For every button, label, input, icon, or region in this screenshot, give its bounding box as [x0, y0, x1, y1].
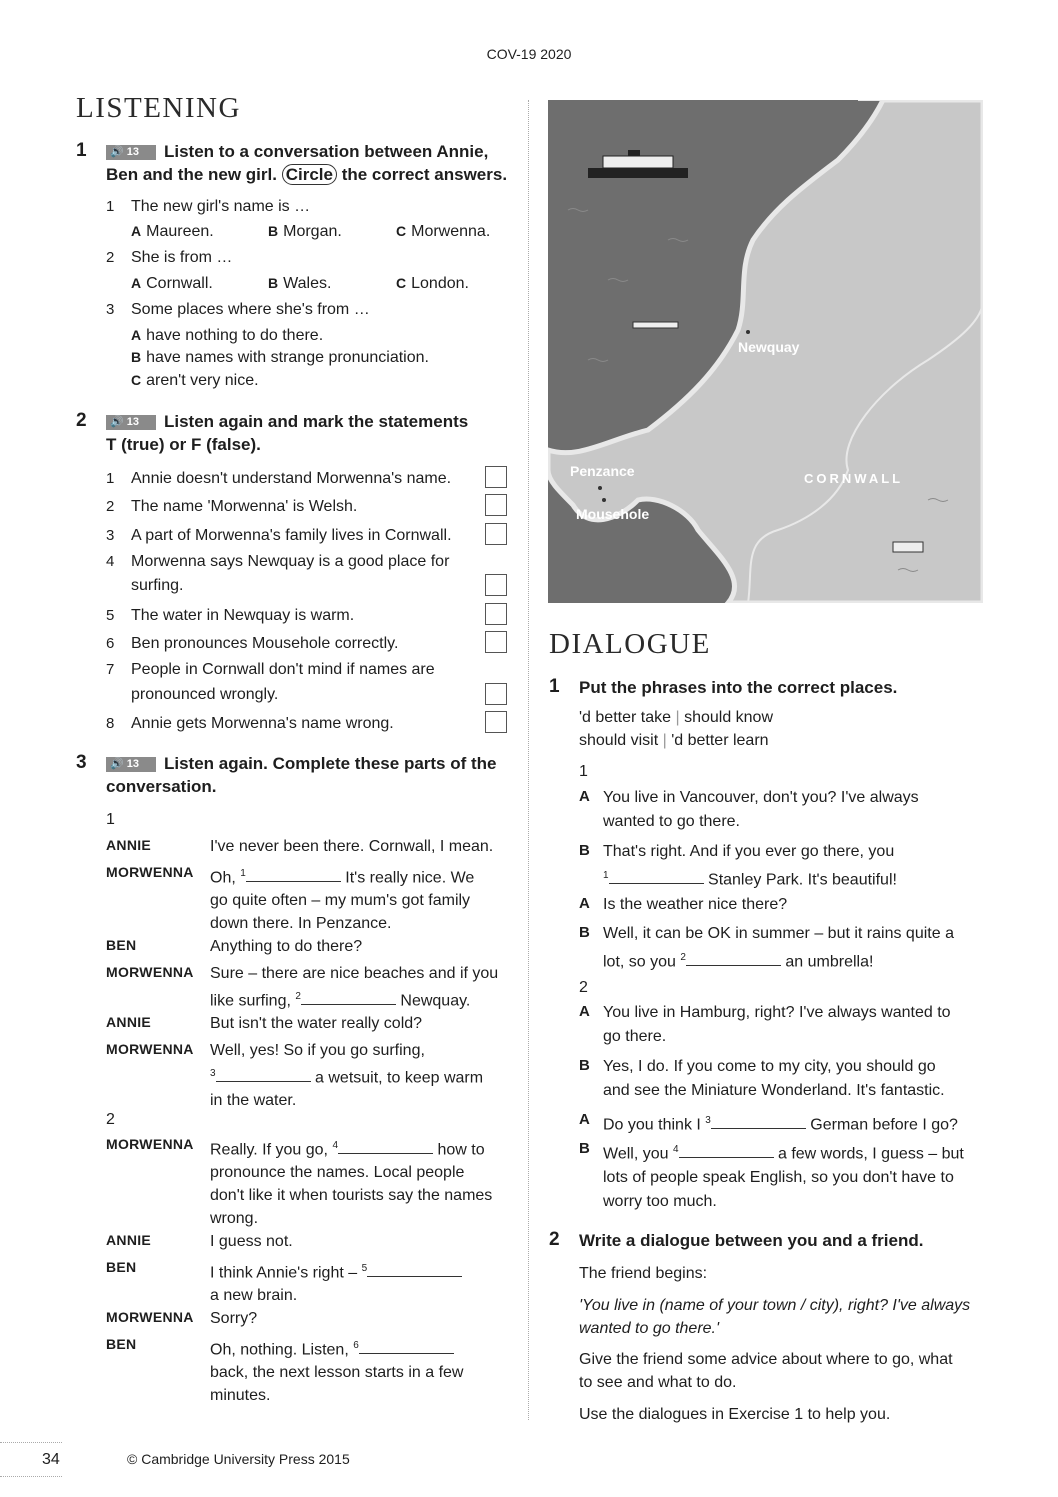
exercise-number: 2 — [76, 410, 87, 431]
option[interactable]: A Maureen. — [131, 223, 214, 240]
conversation: 1 ANNIE I've never been there. Cornwall, I mean. MORWENNA Oh, $^1$ It's really nice. We go quite often – my mum's got family down there. In Penzance. BEN Anything to do there? MORWENNA Sure – there are nice beaches and if you like surfing, $^2$ Newquay. ANNIE But isn't the water really cold? MORWENNA Well, yes! So if you go surfing, $^3$ a wetsuit, to keep warm in the water. 2 MORWENNA Really. If you go, $^4$ how to pronounce the names. Local people don't like it when tourists say the names wrong. ANNIE I guess not. BEN I think Annie's right – $^5$ a new brain. MORWENNA Sorry? BEN Oh, nothing. Listen, $^6$ back, the next lesson starts in a few minutes. — [106, 811, 499, 1405]
option[interactable]: A have nothing to do there. — [131, 327, 324, 344]
option[interactable]: C London. — [396, 275, 469, 292]
answer-blank[interactable] — [246, 867, 341, 882]
exercise-instruction: 🔊 13 Listen again and mark the statements T (true) or F (false). — [106, 412, 469, 454]
listening-title: LISTENING — [76, 92, 241, 124]
answer-blank[interactable] — [338, 1139, 433, 1154]
answer-blank[interactable] — [711, 1114, 806, 1129]
dialogue-exercise-2: 2 Write a dialogue between you and a friend. The friend begins: 'You live in (name of your town / city), right? I've always wanted to go there.' Give the friend some advice about where to go, what to see and what to do. Use the dialogues in Exercise 1 to help you. — [549, 1229, 971, 1423]
answer-blank[interactable] — [367, 1262, 462, 1277]
map-label-mousehole: Mousehole — [576, 506, 650, 522]
tf-checkbox[interactable] — [485, 603, 507, 625]
cornwall-map — [548, 100, 983, 603]
exercise-number: 3 — [76, 752, 87, 773]
map-label-penzance: Penzance — [570, 463, 635, 479]
option[interactable]: A Cornwall. — [131, 275, 213, 292]
tf-checkbox[interactable] — [485, 523, 507, 545]
audio-track-icon[interactable]: 🔊 13 — [106, 145, 156, 160]
option[interactable]: B have names with strange pronunciation. — [131, 349, 429, 366]
phrase-bank: 'd better take | should know should visit | 'd better learn — [579, 709, 774, 749]
dialogue-exercise-1 — [549, 676, 989, 1221]
tf-checkbox[interactable] — [485, 631, 507, 653]
footer-divider — [0, 1476, 62, 1477]
answer-blank[interactable] — [216, 1067, 311, 1082]
exercise-instruction: 🔊 13 Listen to a conversation between Annie, Ben and the new girl. Circle the correct answers. — [106, 142, 508, 184]
page-number: 34 — [42, 1451, 60, 1468]
option[interactable]: B Morgan. — [268, 223, 342, 240]
copyright: © Cambridge University Press 2015 — [127, 1451, 350, 1467]
column-divider — [528, 100, 529, 1420]
exercise-instruction: 🔊 13 Listen again. Complete these parts of the conversation. — [106, 754, 497, 796]
option[interactable]: C Morwenna. — [396, 223, 491, 240]
exercise-number: 1 — [76, 140, 87, 161]
answer-blank[interactable] — [686, 951, 781, 966]
answer-blank[interactable] — [609, 869, 704, 884]
footer-divider — [0, 1442, 62, 1443]
answer-blank[interactable] — [359, 1339, 454, 1354]
tf-checkbox[interactable] — [485, 574, 507, 596]
audio-track-icon[interactable]: 🔊 13 — [106, 415, 156, 430]
page-header-code: COV-19 2020 — [486, 46, 572, 62]
tf-checkbox[interactable] — [485, 466, 507, 488]
statement-list: 1 Annie doesn't understand Morwenna's name. 2 The name 'Morwenna' is Welsh. 3 A part of Morwenna's family lives in Cornwall. 4 Morwenna says Newquay is a good place for surfing. 5 The water in Newquay is warm. 6 Ben pronounces Mousehole correctly. 7 People in Cornwall don't mind if names are pronounced wrongly. 8 Annie gets Morwenna's name wrong. — [106, 470, 452, 732]
tf-checkbox[interactable] — [485, 683, 507, 705]
tf-checkbox[interactable] — [485, 494, 507, 516]
audio-track-icon[interactable]: 🔊 13 — [106, 757, 156, 772]
listening-exercise-3 — [76, 752, 516, 1412]
listening-exercise-2 — [76, 410, 516, 740]
option[interactable]: C aren't very nice. — [131, 372, 259, 389]
exercise-instruction: Write a dialogue between you and a friend. — [579, 1231, 924, 1250]
answer-blank[interactable] — [679, 1143, 774, 1158]
dialogue-title: DIALOGUE — [549, 628, 711, 660]
exercise-number: 2 — [549, 1229, 560, 1250]
exercise-instruction: Put the phrases into the correct places. — [579, 678, 898, 697]
tf-checkbox[interactable] — [485, 711, 507, 733]
option[interactable]: B Wales. — [268, 275, 332, 292]
question-list: 1 The new girl's name is … A Maureen. B Morgan. C Morwenna. 2 She is from … A Cornwall. B Wales. C London. 3 Some places where she's from … A have nothing to do there. B have names with strange pronunciation. C aren't very nice. — [106, 195, 516, 395]
dialogue-lines: 1 A You live in Vancouver, don't you? I've always wanted to go there. B That's right. And if you ever go there, you $^1$ Stanley Park. It's beautiful! A Is the weather nice there? B Well, it can be OK in summer – but it rains quite a lot, so you $^2$ an umbrella! 2 A You live in Hamburg, right? I've always wanted to go there. B Yes, I do. If you come to my city, you should go and see the Miniature Wonderland. It's fantastic. A Do you think I $^3$ German before I go? B Well, you $^4$ a few words, I guess – but lots of people speak English, so you don't have to worry too much. — [579, 763, 964, 1211]
answer-blank[interactable] — [301, 990, 396, 1005]
exercise-number: 1 — [549, 676, 560, 697]
map-label-newquay: Newquay — [738, 339, 800, 355]
map-label-cornwall: CORNWALL — [804, 471, 904, 486]
